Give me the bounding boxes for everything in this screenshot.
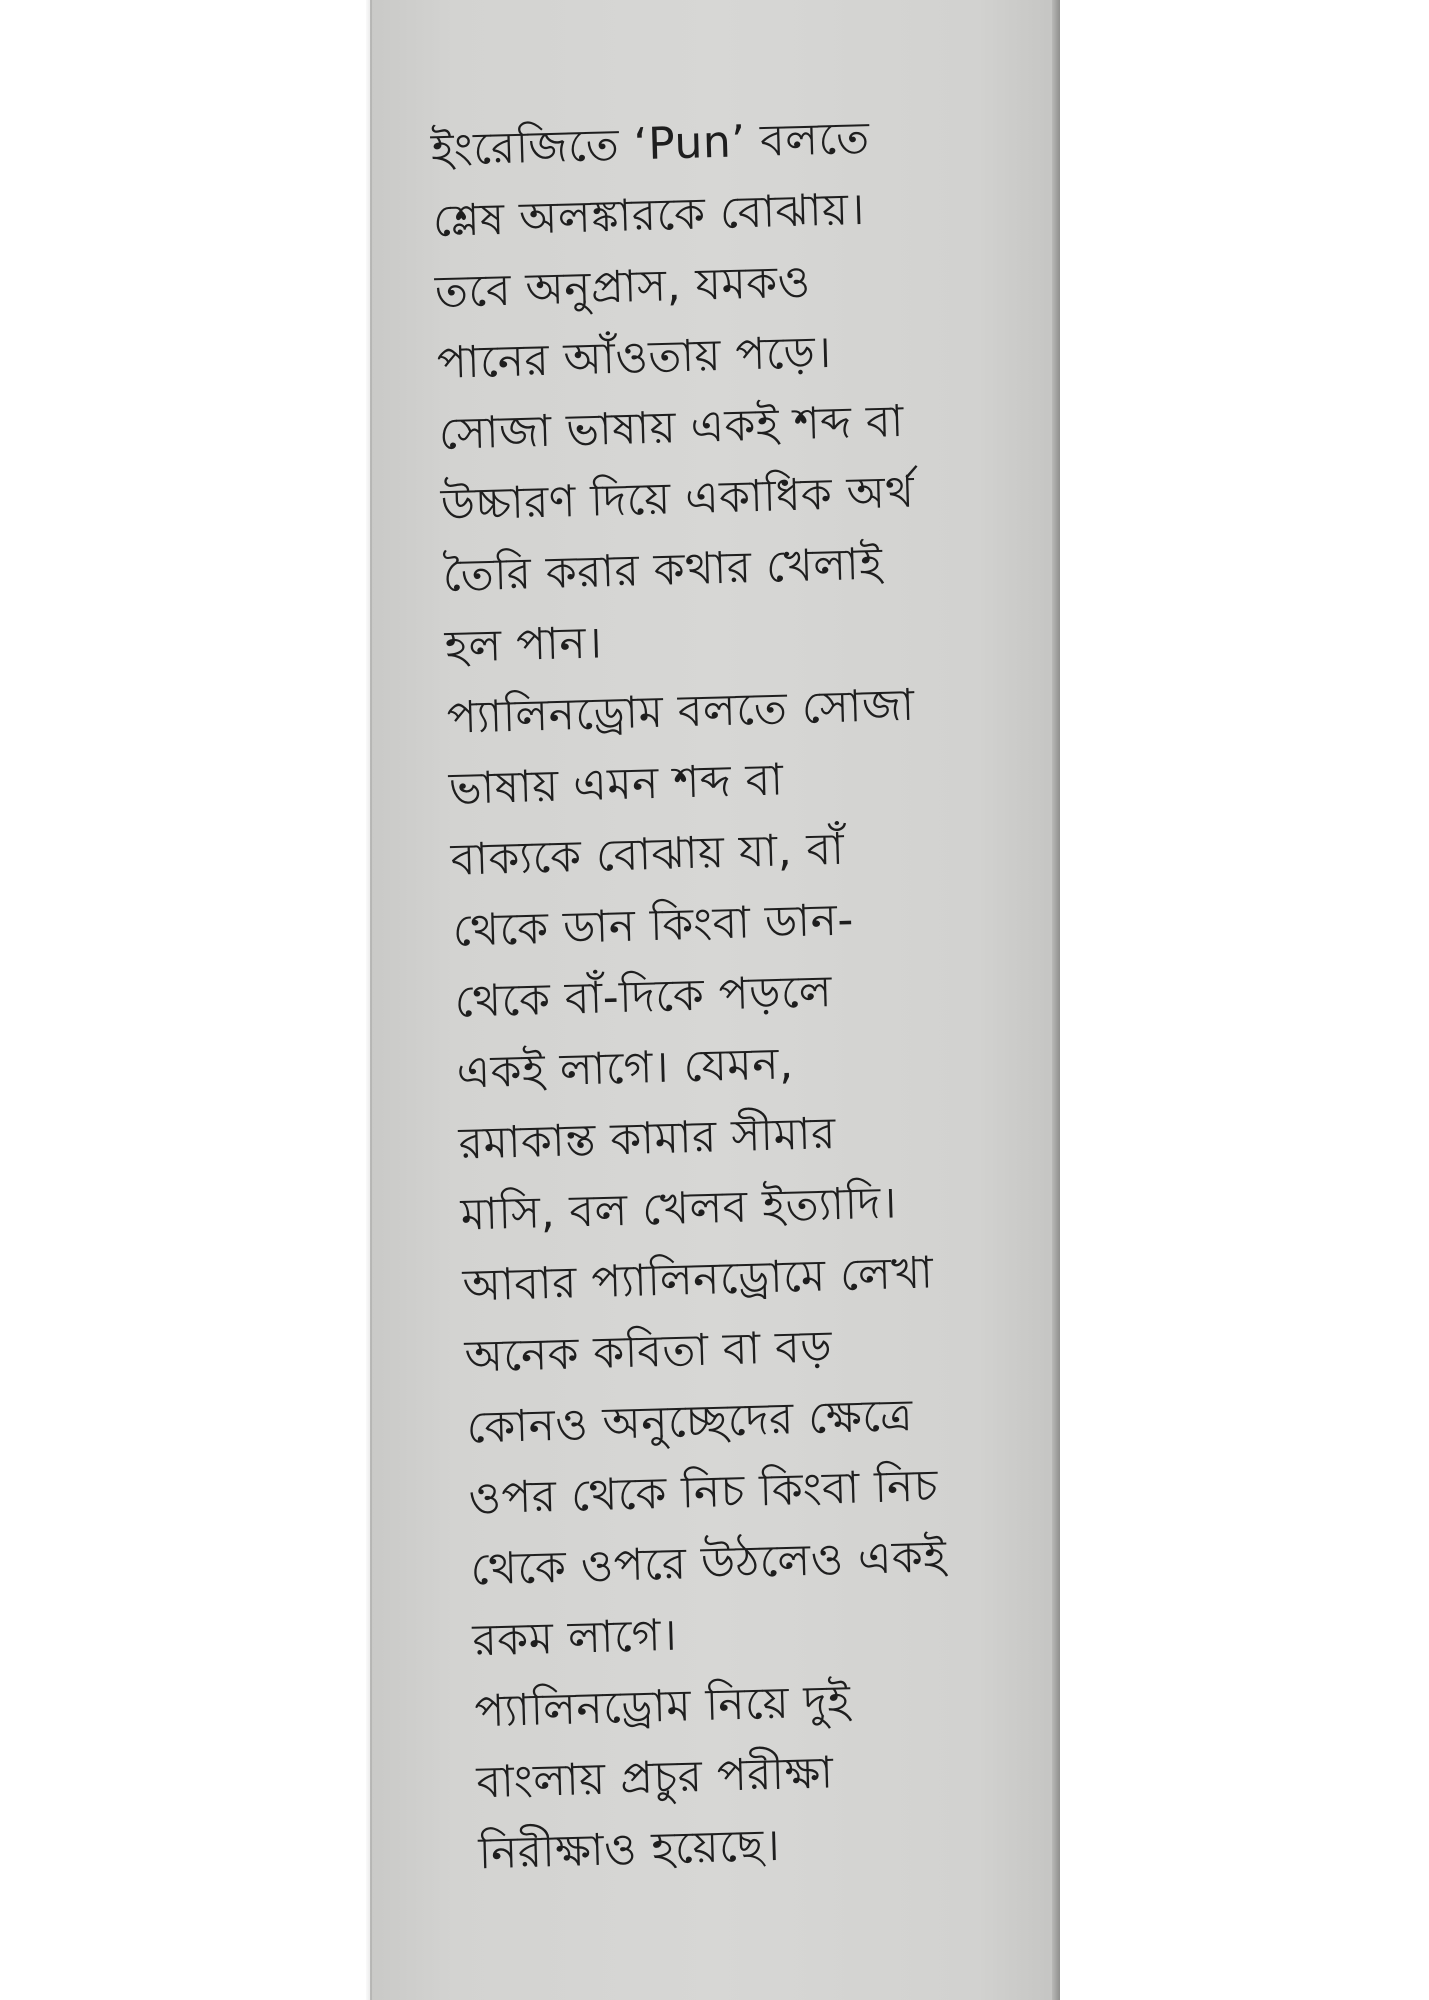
text-line: ইংরেজিতে ‘Pun’ বলতে <box>430 112 871 176</box>
text-line: প্যালিনড্রোম বলতে সোজা <box>446 679 916 744</box>
text-line: সোজা ভাষায় একই শব্দ বা <box>438 395 905 460</box>
text-line: নিরীক্ষাও হয়েছে। <box>477 1819 781 1880</box>
text-line: উচ্চারণ দিয়ে একাধিক অর্থ <box>440 466 915 531</box>
bengali-text-block <box>430 99 1039 1889</box>
text-line: থেকে ওপরে উঠলেও একই <box>469 1531 948 1596</box>
text-line: শ্লেষ অলঙ্কারকে বোঝায়। <box>432 183 866 247</box>
text-line: অনেক কবিতা বা বড় <box>463 1321 833 1383</box>
text-line: থেকে বাঁ-দিকে পড়লে <box>454 966 833 1028</box>
text-line: পানের আঁওতায় পড়ে। <box>436 326 833 389</box>
text-line: রমাকান্ত কামার সীমার <box>458 1108 837 1170</box>
text-line: তবে অনুপ্রাস, যমকও <box>434 256 812 318</box>
text-line: তৈরি করার কথার খেলাই <box>442 538 884 602</box>
text-line: রকম লাগে। <box>471 1609 678 1667</box>
panel-right-edge <box>1052 0 1060 2000</box>
text-line: বাংলায় প্রচুর পরীক্ষা <box>475 1747 835 1809</box>
text-line: মাসি, বল খেলব ইত্যাদি। <box>460 1177 898 1241</box>
text-line: ভাষায় এমন শব্দ বা <box>448 754 785 815</box>
panel-left-shadow <box>366 0 372 2000</box>
text-line: বাক্যকে বোঝায় যা, বাঁ <box>450 823 846 886</box>
text-line: ওপর থেকে নিচ কিংবা নিচ <box>467 1460 939 1525</box>
text-line: হল পান। <box>444 617 604 673</box>
text-line: কোনও অনুচ্ছেদের ক্ষেত্রে <box>465 1390 914 1454</box>
text-line: একই লাগে। যেমন, <box>456 1038 795 1099</box>
text-line: আবার প্যালিনড্রোমে লেখা <box>461 1247 935 1312</box>
text-line: প্যালিনড্রোম নিয়ে দুই <box>473 1675 852 1738</box>
text-line: থেকে ডান কিংবা ডান- <box>452 894 855 957</box>
